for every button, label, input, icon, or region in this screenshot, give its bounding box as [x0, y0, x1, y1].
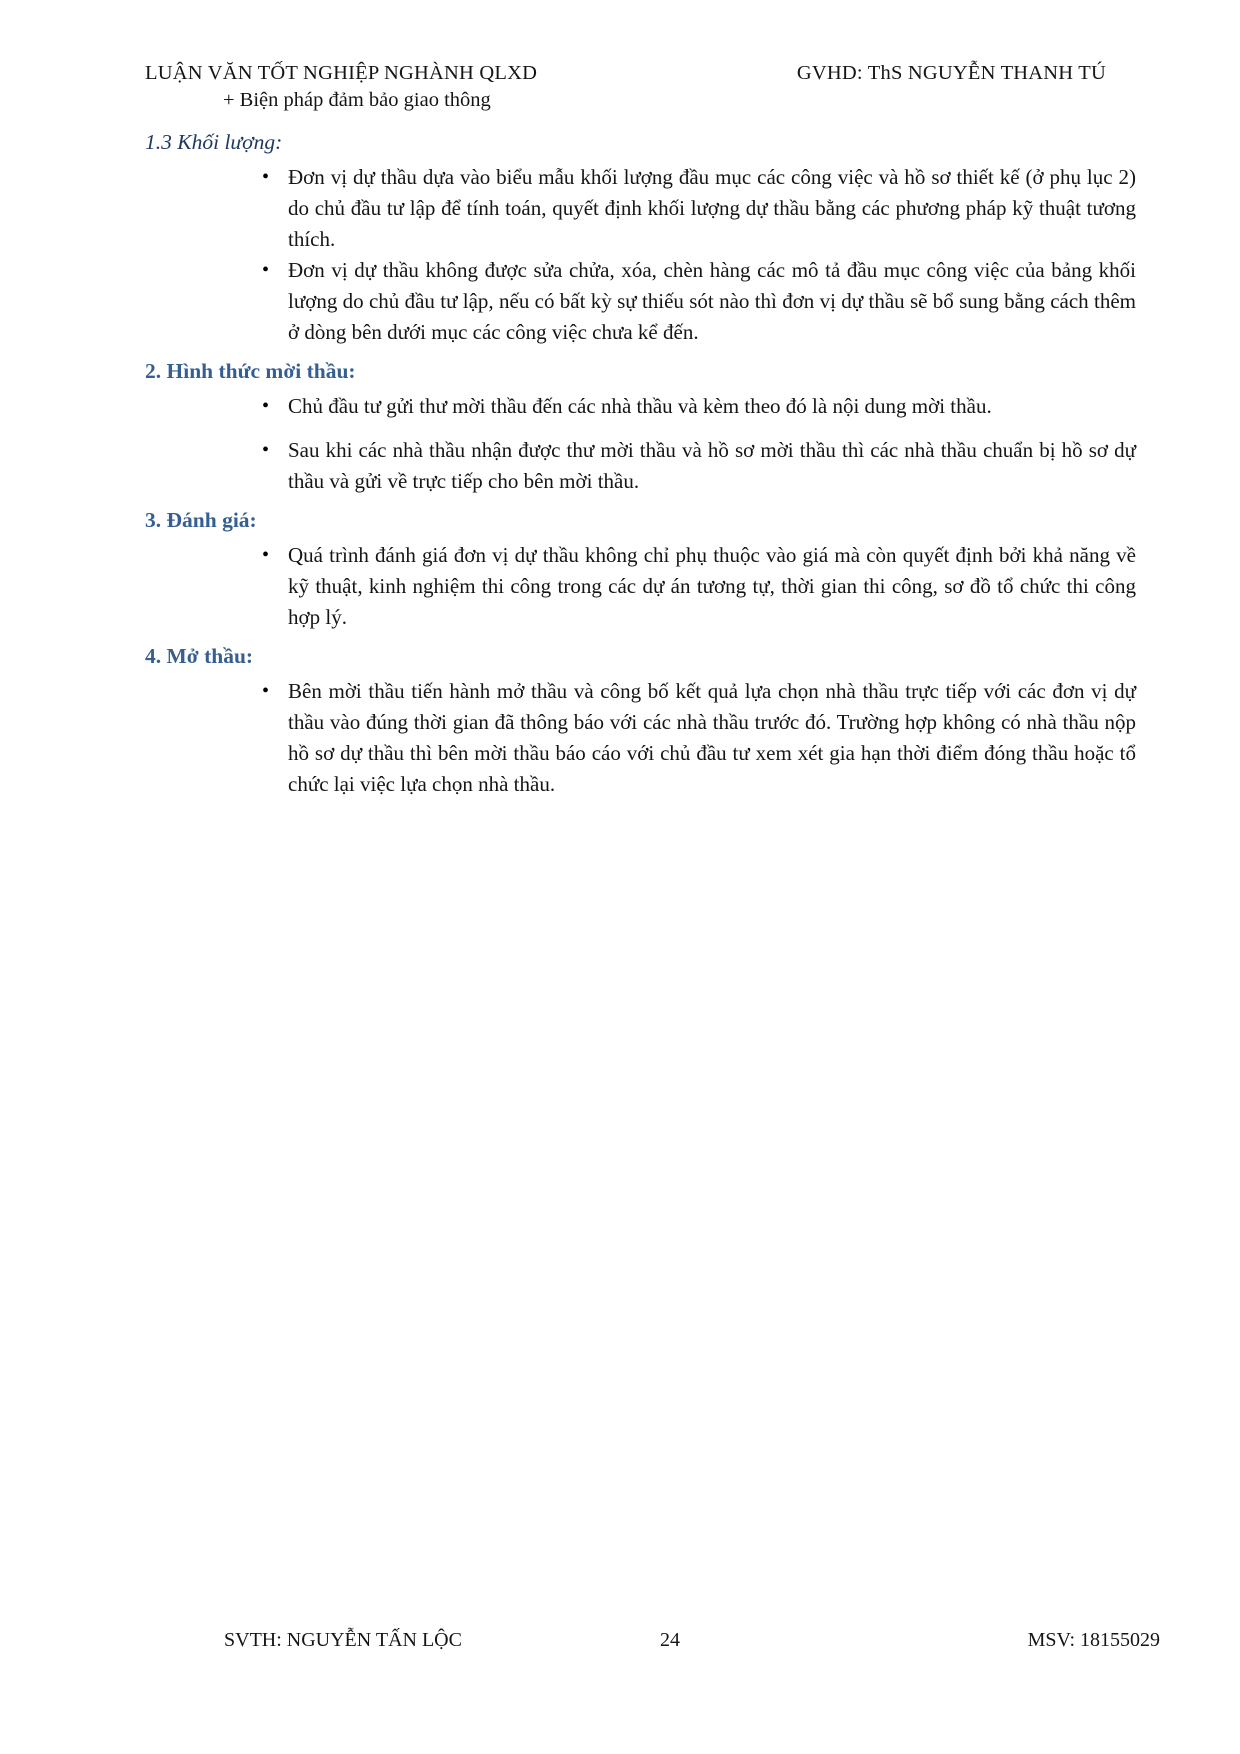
page-header — [145, 60, 1136, 114]
page-number: 24 — [660, 1629, 680, 1651]
advisor-name: GVHD: ThS NGUYỄN THANH TÚ — [796, 62, 1106, 84]
bullet-text: Bên mời thầu tiến hành mở thầu và công bố kết quả lựa chọn nhà thầu trực tiếp với các đơn vị dự thầu vào đúng thời gian đã thông báo với các nhà thầu trước đó. Trường hợp không có nhà thầu nộp hồ sơ dự thầu thì bên mời thầu báo cáo với chủ đầu tư xem xét gia hạn thời điểm đóng thầu hoặc tổ chức lại việc lựa chọn nhà thầu. — [288, 679, 1136, 796]
bullet-text: Quá trình đánh giá đơn vị dự thầu không chỉ phụ thuộc vào giá mà còn quyết định bởi khả năng về kỹ thuật, kinh nghiệm thi công trong các dự án tương tự, thời gian thi công, sơ đồ tổ chức thi công hợp lý. — [288, 543, 1136, 629]
bullet-icon: • — [262, 439, 270, 461]
bullet-text: Chủ đầu tư gửi thư mời thầu đến các nhà thầu và kèm theo đó là nội dung mời thầu. — [288, 394, 992, 418]
student-id: MSV: 18155029 — [1027, 1629, 1160, 1651]
bullet-text: Đơn vị dự thầu không được sửa chửa, xóa, chèn hàng các mô tả đầu mục công việc của bảng khối lượng do chủ đầu tư lập, nếu có bất kỳ sự thiếu sót nào thì đơn vị dự thầu sẽ bổ sung bằng cách thêm ở dòng bên dưới mục các công việc chưa kể đến. — [288, 258, 1136, 344]
list-item — [145, 540, 1136, 633]
bullet-list-danh-gia — [145, 540, 1136, 633]
list-item — [145, 255, 1136, 348]
bullet-icon: • — [262, 166, 270, 188]
section-heading-danh-gia: 3. Đánh giá: — [145, 508, 257, 532]
bullet-text: Sau khi các nhà thầu nhận được thư mời thầu và hồ sơ mời thầu thì các nhà thầu chuẩn bị hồ sơ dự thầu và gửi về trực tiếp cho bên mời thầu. — [288, 438, 1136, 493]
section-heading-hinh-thuc-moi-thau: 2. Hình thức mời thầu: — [145, 359, 356, 383]
bullet-list-mo-thau — [145, 676, 1136, 800]
student-name: SVTH: NGUYỄN TẤN LỘC — [224, 1629, 462, 1651]
section-heading-khoi-luong: 1.3 Khối lượng: — [145, 130, 283, 154]
list-item — [145, 162, 1136, 255]
page-header-line1 — [145, 60, 1136, 87]
list-item — [145, 391, 1136, 422]
list-item — [145, 676, 1136, 800]
bullet-list-hinh-thuc-moi-thau — [145, 391, 1136, 497]
bullet-icon: • — [262, 680, 270, 702]
bullet-icon: • — [262, 544, 270, 566]
bullet-text: Đơn vị dự thầu dựa vào biểu mẫu khối lượng đầu mục các công việc và hồ sơ thiết kế (ở phụ lục 2) do chủ đầu tư lập để tính toán, quyết định khối lượng dự thầu bằng các phương pháp kỹ thuật tương thích. — [288, 165, 1136, 251]
thesis-title: LUẬN VĂN TỐT NGHIỆP NGHÀNH QLXD — [145, 62, 538, 84]
page-content — [145, 60, 1136, 802]
bullet-icon: • — [262, 395, 270, 417]
page-footer — [0, 1626, 1240, 1658]
bullet-icon: • — [262, 259, 270, 281]
section-heading-mo-thau: 4. Mở thầu: — [145, 644, 254, 668]
bullet-list-khoi-luong — [145, 162, 1136, 348]
list-item — [145, 435, 1136, 497]
header-subtitle: + Biện pháp đảm bảo giao thông — [223, 89, 491, 111]
